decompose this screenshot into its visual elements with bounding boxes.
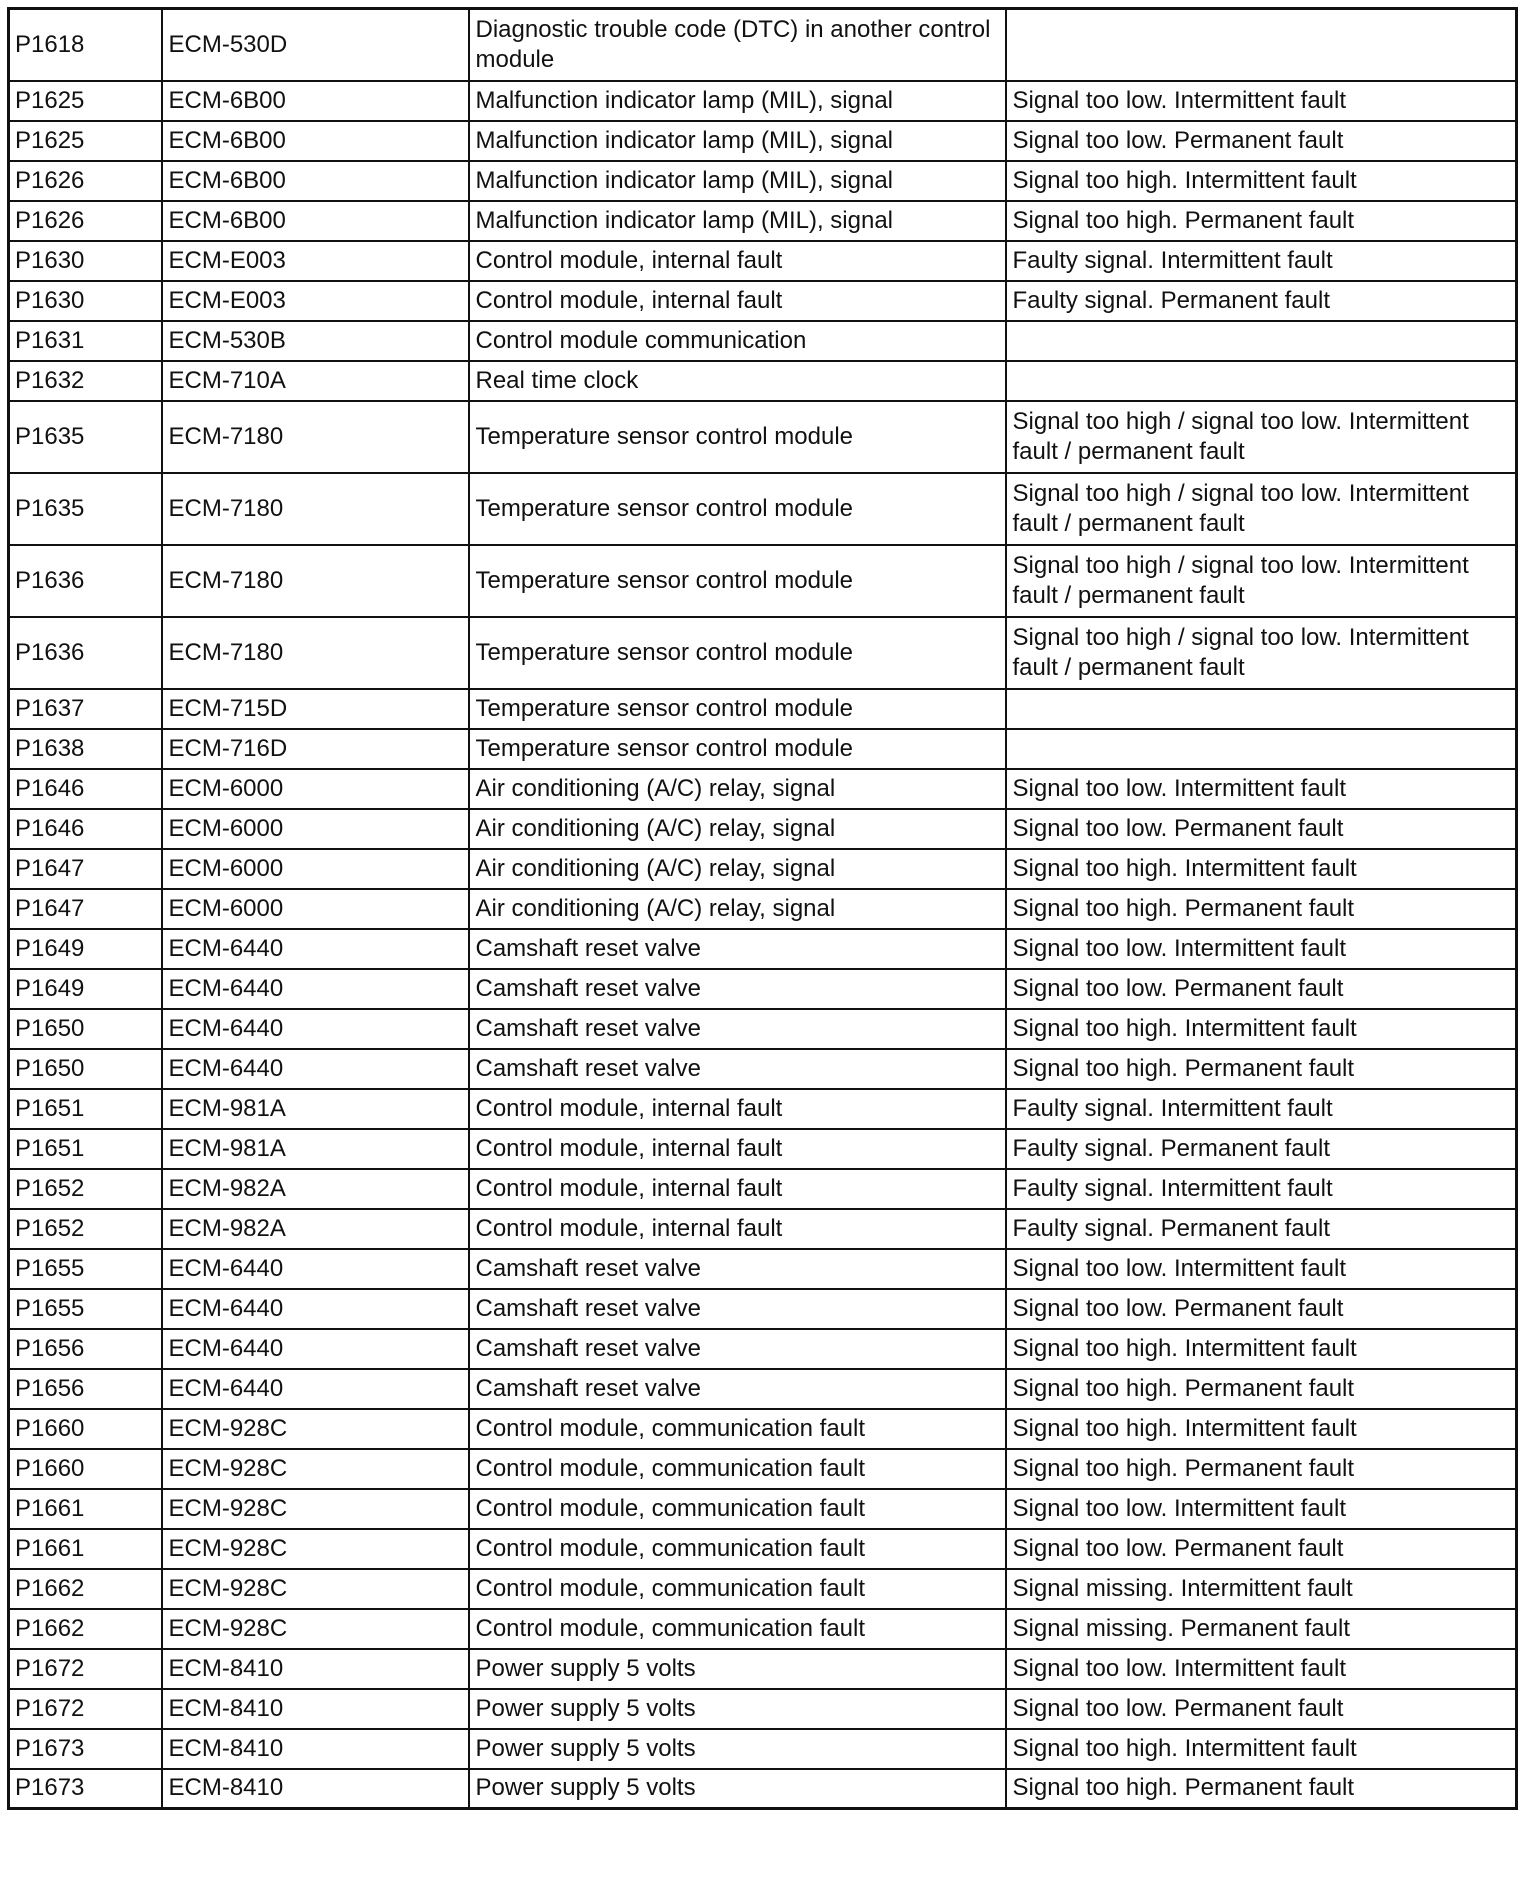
table-row xyxy=(9,201,1517,241)
component-cell: Temperature sensor control module xyxy=(469,617,1006,689)
ecm-code-cell: ECM-715D xyxy=(162,689,469,729)
fault-type-cell: Signal too low. Intermittent fault xyxy=(1006,769,1517,809)
table-row xyxy=(9,1289,1517,1329)
fault-type-cell: Signal too low. Intermittent fault xyxy=(1006,1489,1517,1529)
dtc-code-cell: P1660 xyxy=(9,1409,162,1449)
component-cell: Power supply 5 volts xyxy=(469,1769,1006,1809)
table-row xyxy=(9,1009,1517,1049)
table-row xyxy=(9,889,1517,929)
component-cell: Malfunction indicator lamp (MIL), signal xyxy=(469,121,1006,161)
component-cell: Malfunction indicator lamp (MIL), signal xyxy=(469,81,1006,121)
dtc-code-cell: P1635 xyxy=(9,473,162,545)
fault-type-cell: Signal too low. Permanent fault xyxy=(1006,969,1517,1009)
dtc-code-cell: P1652 xyxy=(9,1169,162,1209)
component-cell: Control module, internal fault xyxy=(469,241,1006,281)
table-row xyxy=(9,1049,1517,1089)
component-cell: Real time clock xyxy=(469,361,1006,401)
table-row xyxy=(9,849,1517,889)
component-cell: Control module, communication fault xyxy=(469,1529,1006,1569)
dtc-code-cell: P1631 xyxy=(9,321,162,361)
component-cell: Diagnostic trouble code (DTC) in another control module xyxy=(469,9,1006,81)
ecm-code-cell: ECM-982A xyxy=(162,1209,469,1249)
table-row xyxy=(9,161,1517,201)
dtc-code-cell: P1656 xyxy=(9,1369,162,1409)
component-cell: Temperature sensor control module xyxy=(469,473,1006,545)
fault-type-cell: Signal too high. Permanent fault xyxy=(1006,1049,1517,1089)
table-row xyxy=(9,809,1517,849)
component-cell: Air conditioning (A/C) relay, signal xyxy=(469,809,1006,849)
fault-type-cell xyxy=(1006,321,1517,361)
dtc-code-cell: P1632 xyxy=(9,361,162,401)
table-row xyxy=(9,241,1517,281)
fault-type-cell xyxy=(1006,729,1517,769)
ecm-code-cell: ECM-6440 xyxy=(162,1049,469,1089)
component-cell: Control module, internal fault xyxy=(469,1209,1006,1249)
component-cell: Air conditioning (A/C) relay, signal xyxy=(469,889,1006,929)
ecm-code-cell: ECM-981A xyxy=(162,1129,469,1169)
dtc-code-cell: P1662 xyxy=(9,1609,162,1649)
fault-type-cell: Signal too low. Permanent fault xyxy=(1006,1689,1517,1729)
fault-type-cell: Signal too high. Intermittent fault xyxy=(1006,849,1517,889)
fault-type-cell: Signal missing. Intermittent fault xyxy=(1006,1569,1517,1609)
fault-type-cell: Signal too high. Intermittent fault xyxy=(1006,1409,1517,1449)
dtc-code-cell: P1655 xyxy=(9,1289,162,1329)
table-row xyxy=(9,361,1517,401)
ecm-code-cell: ECM-928C xyxy=(162,1609,469,1649)
ecm-code-cell: ECM-6B00 xyxy=(162,201,469,241)
component-cell: Power supply 5 volts xyxy=(469,1729,1006,1769)
dtc-code-cell: P1626 xyxy=(9,201,162,241)
dtc-code-cell: P1630 xyxy=(9,281,162,321)
dtc-code-cell: P1661 xyxy=(9,1489,162,1529)
fault-type-cell xyxy=(1006,689,1517,729)
fault-type-cell: Signal too low. Permanent fault xyxy=(1006,121,1517,161)
fault-type-cell: Signal too high. Intermittent fault xyxy=(1006,161,1517,201)
ecm-code-cell: ECM-928C xyxy=(162,1449,469,1489)
fault-type-cell: Signal too low. Intermittent fault xyxy=(1006,1249,1517,1289)
dtc-code-cell: P1635 xyxy=(9,401,162,473)
dtc-code-cell: P1630 xyxy=(9,241,162,281)
dtc-code-cell: P1652 xyxy=(9,1209,162,1249)
component-cell: Temperature sensor control module xyxy=(469,545,1006,617)
dtc-code-cell: P1646 xyxy=(9,769,162,809)
dtc-code-cell: P1649 xyxy=(9,969,162,1009)
dtc-code-cell: P1651 xyxy=(9,1129,162,1169)
dtc-code-cell: P1636 xyxy=(9,617,162,689)
dtc-code-cell: P1661 xyxy=(9,1529,162,1569)
table-row xyxy=(9,1649,1517,1689)
table-row xyxy=(9,969,1517,1009)
component-cell: Air conditioning (A/C) relay, signal xyxy=(469,769,1006,809)
dtc-code-cell: P1650 xyxy=(9,1009,162,1049)
table-row xyxy=(9,617,1517,689)
table-row xyxy=(9,1209,1517,1249)
ecm-code-cell: ECM-6440 xyxy=(162,969,469,1009)
ecm-code-cell: ECM-8410 xyxy=(162,1689,469,1729)
fault-type-cell: Faulty signal. Intermittent fault xyxy=(1006,241,1517,281)
ecm-code-cell: ECM-8410 xyxy=(162,1729,469,1769)
component-cell: Camshaft reset valve xyxy=(469,1289,1006,1329)
ecm-code-cell: ECM-7180 xyxy=(162,401,469,473)
component-cell: Camshaft reset valve xyxy=(469,1049,1006,1089)
table-row xyxy=(9,929,1517,969)
fault-type-cell: Signal too high. Permanent fault xyxy=(1006,1449,1517,1489)
component-cell: Camshaft reset valve xyxy=(469,929,1006,969)
ecm-code-cell: ECM-7180 xyxy=(162,617,469,689)
ecm-code-cell: ECM-6B00 xyxy=(162,161,469,201)
component-cell: Camshaft reset valve xyxy=(469,969,1006,1009)
fault-type-cell: Signal too high. Intermittent fault xyxy=(1006,1729,1517,1769)
dtc-code-cell: P1672 xyxy=(9,1649,162,1689)
dtc-code-cell: P1656 xyxy=(9,1329,162,1369)
dtc-code-cell: P1651 xyxy=(9,1089,162,1129)
component-cell: Control module, internal fault xyxy=(469,1089,1006,1129)
table-row xyxy=(9,1249,1517,1289)
fault-type-cell: Signal missing. Permanent fault xyxy=(1006,1609,1517,1649)
component-cell: Power supply 5 volts xyxy=(469,1689,1006,1729)
ecm-code-cell: ECM-982A xyxy=(162,1169,469,1209)
ecm-code-cell: ECM-6B00 xyxy=(162,81,469,121)
fault-type-cell: Signal too low. Intermittent fault xyxy=(1006,81,1517,121)
fault-type-cell xyxy=(1006,361,1517,401)
dtc-table xyxy=(7,7,1518,1810)
fault-type-cell: Signal too high. Intermittent fault xyxy=(1006,1329,1517,1369)
fault-type-cell: Signal too low. Permanent fault xyxy=(1006,1529,1517,1569)
component-cell: Control module, communication fault xyxy=(469,1409,1006,1449)
dtc-code-cell: P1655 xyxy=(9,1249,162,1289)
fault-type-cell: Signal too low. Permanent fault xyxy=(1006,1289,1517,1329)
table-row xyxy=(9,1569,1517,1609)
component-cell: Control module, communication fault xyxy=(469,1609,1006,1649)
component-cell: Camshaft reset valve xyxy=(469,1369,1006,1409)
ecm-code-cell: ECM-E003 xyxy=(162,241,469,281)
ecm-code-cell: ECM-6000 xyxy=(162,809,469,849)
table-row xyxy=(9,1169,1517,1209)
table-row xyxy=(9,1769,1517,1809)
dtc-code-cell: P1647 xyxy=(9,889,162,929)
dtc-code-cell: P1650 xyxy=(9,1049,162,1089)
fault-type-cell: Faulty signal. Intermittent fault xyxy=(1006,1169,1517,1209)
component-cell: Control module, communication fault xyxy=(469,1489,1006,1529)
dtc-code-cell: P1662 xyxy=(9,1569,162,1609)
table-row xyxy=(9,1449,1517,1489)
ecm-code-cell: ECM-928C xyxy=(162,1489,469,1529)
table-row xyxy=(9,545,1517,617)
ecm-code-cell: ECM-530D xyxy=(162,9,469,81)
fault-type-cell: Signal too high. Permanent fault xyxy=(1006,201,1517,241)
dtc-code-cell: P1637 xyxy=(9,689,162,729)
table-row xyxy=(9,1089,1517,1129)
table-row xyxy=(9,1129,1517,1169)
table-row xyxy=(9,1529,1517,1569)
ecm-code-cell: ECM-7180 xyxy=(162,473,469,545)
fault-type-cell: Faulty signal. Permanent fault xyxy=(1006,281,1517,321)
ecm-code-cell: ECM-928C xyxy=(162,1569,469,1609)
table-row xyxy=(9,281,1517,321)
fault-type-cell: Faulty signal. Permanent fault xyxy=(1006,1209,1517,1249)
fault-type-cell: Signal too high / signal too low. Intermittent fault / permanent fault xyxy=(1006,545,1517,617)
ecm-code-cell: ECM-6440 xyxy=(162,1249,469,1289)
component-cell: Temperature sensor control module xyxy=(469,689,1006,729)
fault-type-cell: Signal too high / signal too low. Intermittent fault / permanent fault xyxy=(1006,617,1517,689)
component-cell: Control module, communication fault xyxy=(469,1449,1006,1489)
component-cell: Control module, internal fault xyxy=(469,1169,1006,1209)
ecm-code-cell: ECM-716D xyxy=(162,729,469,769)
ecm-code-cell: ECM-8410 xyxy=(162,1649,469,1689)
table-row xyxy=(9,689,1517,729)
ecm-code-cell: ECM-710A xyxy=(162,361,469,401)
ecm-code-cell: ECM-6440 xyxy=(162,1289,469,1329)
ecm-code-cell: ECM-7180 xyxy=(162,545,469,617)
component-cell: Temperature sensor control module xyxy=(469,401,1006,473)
fault-type-cell: Signal too high / signal too low. Intermittent fault / permanent fault xyxy=(1006,473,1517,545)
dtc-code-cell: P1626 xyxy=(9,161,162,201)
fault-type-cell: Signal too low. Permanent fault xyxy=(1006,809,1517,849)
dtc-code-cell: P1646 xyxy=(9,809,162,849)
component-cell: Control module communication xyxy=(469,321,1006,361)
ecm-code-cell: ECM-6440 xyxy=(162,1369,469,1409)
table-row xyxy=(9,729,1517,769)
component-cell: Power supply 5 volts xyxy=(469,1649,1006,1689)
component-cell: Malfunction indicator lamp (MIL), signal xyxy=(469,201,1006,241)
table-row xyxy=(9,769,1517,809)
dtc-code-cell: P1618 xyxy=(9,9,162,81)
fault-type-cell: Signal too high. Intermittent fault xyxy=(1006,1009,1517,1049)
table-row xyxy=(9,121,1517,161)
table-row xyxy=(9,1689,1517,1729)
fault-type-cell: Signal too high / signal too low. Intermittent fault / permanent fault xyxy=(1006,401,1517,473)
component-cell: Camshaft reset valve xyxy=(469,1249,1006,1289)
component-cell: Control module, internal fault xyxy=(469,1129,1006,1169)
dtc-code-cell: P1672 xyxy=(9,1689,162,1729)
table-row xyxy=(9,1609,1517,1649)
table-row xyxy=(9,1329,1517,1369)
table-row xyxy=(9,473,1517,545)
fault-type-cell: Signal too low. Intermittent fault xyxy=(1006,929,1517,969)
table-row xyxy=(9,321,1517,361)
ecm-code-cell: ECM-6B00 xyxy=(162,121,469,161)
fault-type-cell: Faulty signal. Permanent fault xyxy=(1006,1129,1517,1169)
table-row xyxy=(9,401,1517,473)
component-cell: Camshaft reset valve xyxy=(469,1009,1006,1049)
fault-type-cell: Signal too high. Permanent fault xyxy=(1006,1769,1517,1809)
fault-type-cell: Signal too low. Intermittent fault xyxy=(1006,1649,1517,1689)
component-cell: Control module, internal fault xyxy=(469,281,1006,321)
table-row xyxy=(9,1409,1517,1449)
fault-type-cell xyxy=(1006,9,1517,81)
ecm-code-cell: ECM-E003 xyxy=(162,281,469,321)
component-cell: Malfunction indicator lamp (MIL), signal xyxy=(469,161,1006,201)
ecm-code-cell: ECM-6440 xyxy=(162,929,469,969)
table-row xyxy=(9,81,1517,121)
dtc-code-cell: P1636 xyxy=(9,545,162,617)
ecm-code-cell: ECM-928C xyxy=(162,1409,469,1449)
ecm-code-cell: ECM-6440 xyxy=(162,1329,469,1369)
dtc-code-cell: P1638 xyxy=(9,729,162,769)
fault-type-cell: Signal too high. Permanent fault xyxy=(1006,1369,1517,1409)
component-cell: Air conditioning (A/C) relay, signal xyxy=(469,849,1006,889)
dtc-code-cell: P1649 xyxy=(9,929,162,969)
ecm-code-cell: ECM-6000 xyxy=(162,889,469,929)
table-row xyxy=(9,1729,1517,1769)
ecm-code-cell: ECM-6000 xyxy=(162,769,469,809)
ecm-code-cell: ECM-8410 xyxy=(162,1769,469,1809)
dtc-code-cell: P1673 xyxy=(9,1769,162,1809)
dtc-code-cell: P1625 xyxy=(9,81,162,121)
table-row xyxy=(9,9,1517,81)
component-cell: Camshaft reset valve xyxy=(469,1329,1006,1369)
ecm-code-cell: ECM-928C xyxy=(162,1529,469,1569)
dtc-code-cell: P1625 xyxy=(9,121,162,161)
fault-type-cell: Faulty signal. Intermittent fault xyxy=(1006,1089,1517,1129)
ecm-code-cell: ECM-6440 xyxy=(162,1009,469,1049)
table-row xyxy=(9,1489,1517,1529)
table-row xyxy=(9,1369,1517,1409)
ecm-code-cell: ECM-6000 xyxy=(162,849,469,889)
component-cell: Temperature sensor control module xyxy=(469,729,1006,769)
ecm-code-cell: ECM-530B xyxy=(162,321,469,361)
fault-type-cell: Signal too high. Permanent fault xyxy=(1006,889,1517,929)
ecm-code-cell: ECM-981A xyxy=(162,1089,469,1129)
component-cell: Control module, communication fault xyxy=(469,1569,1006,1609)
dtc-code-cell: P1647 xyxy=(9,849,162,889)
dtc-code-cell: P1673 xyxy=(9,1729,162,1769)
dtc-code-cell: P1660 xyxy=(9,1449,162,1489)
